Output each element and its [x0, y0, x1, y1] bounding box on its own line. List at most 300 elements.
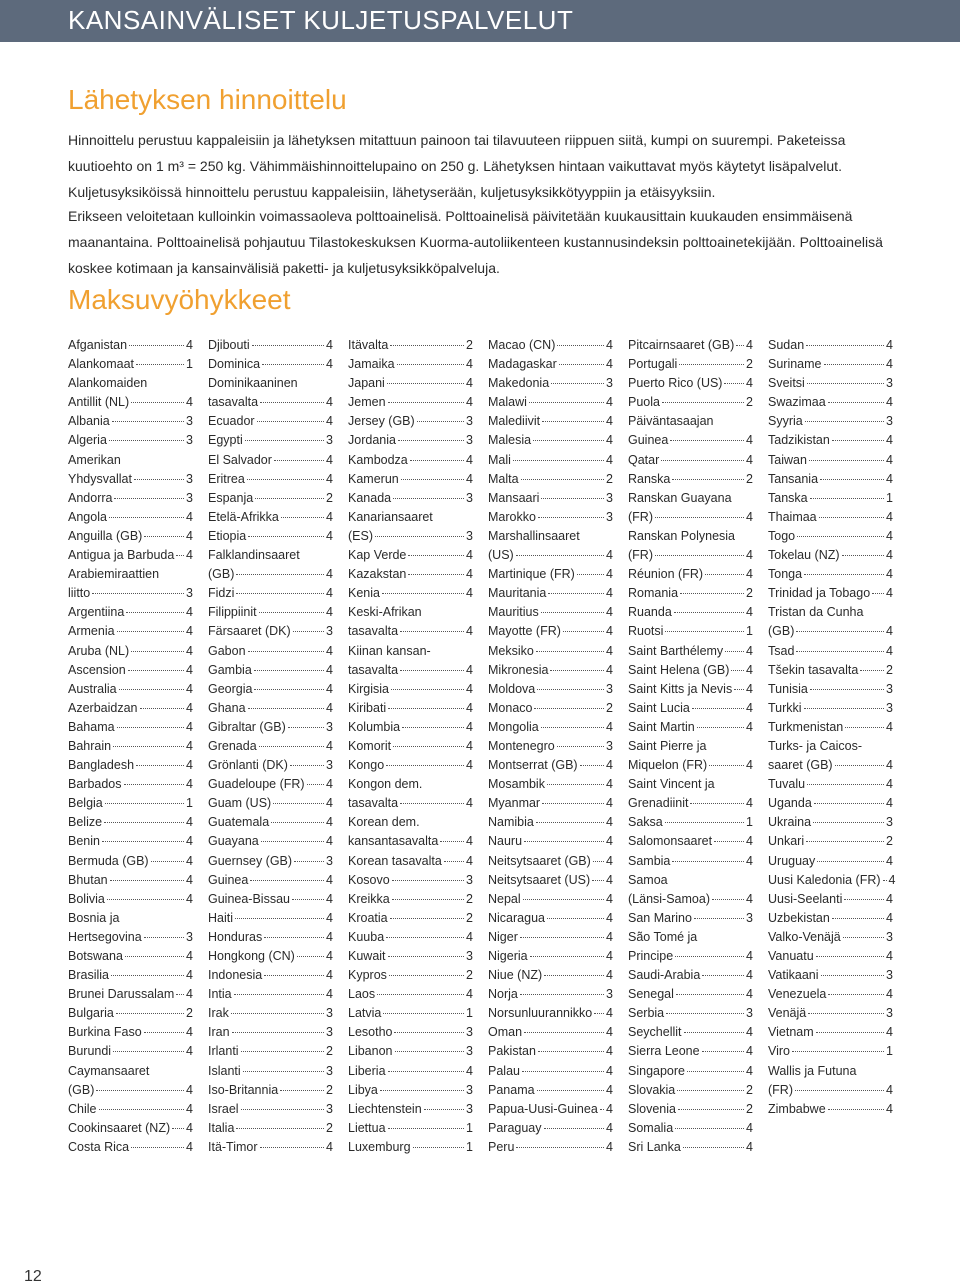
zone-number: 4 — [886, 719, 893, 734]
zone-number: 4 — [746, 1044, 753, 1059]
zone-number: 4 — [186, 395, 193, 410]
dot-leader — [113, 1051, 184, 1052]
zone-number: 4 — [606, 777, 613, 792]
country-name: Israel — [208, 1101, 239, 1116]
list-item — [68, 1100, 193, 1119]
dot-leader — [131, 651, 184, 652]
list-item — [68, 412, 193, 431]
dot-leader — [294, 861, 324, 862]
zone-number: 3 — [186, 433, 193, 448]
country-name: Bolivia — [68, 891, 105, 906]
country-name: Marshallinsaaret — [488, 528, 580, 543]
country-name: Bhutan — [68, 872, 108, 887]
zone-number: 4 — [746, 1139, 753, 1154]
list-item — [68, 661, 193, 680]
zone-number: 4 — [746, 1025, 753, 1040]
dot-leader — [792, 1051, 884, 1052]
dot-leader — [593, 861, 604, 862]
list-item — [488, 737, 613, 756]
zone-number: 4 — [606, 1082, 613, 1097]
country-name: Kap Verde — [348, 548, 407, 563]
zone-number: 4 — [886, 1101, 893, 1116]
list-item — [628, 985, 753, 1004]
zone-number: 3 — [466, 490, 473, 505]
country-name: Liberia — [348, 1063, 386, 1078]
zone-column — [628, 336, 753, 1157]
zone-number: 4 — [466, 758, 473, 773]
list-item — [68, 527, 193, 546]
dot-leader — [105, 803, 184, 804]
country-name: (FR) — [768, 1082, 793, 1097]
country-name: Somalia — [628, 1120, 674, 1135]
dot-leader — [117, 727, 184, 728]
zone-number: 4 — [326, 700, 333, 715]
dot-leader — [398, 440, 464, 441]
dot-leader — [843, 937, 884, 938]
dot-leader — [116, 1013, 184, 1014]
list-item — [768, 1004, 893, 1023]
zone-number: 4 — [466, 624, 473, 639]
list-item — [628, 737, 753, 756]
country-name: Kambodza — [348, 452, 408, 467]
country-name: saaret (GB) — [768, 758, 833, 773]
dot-leader — [677, 1090, 744, 1091]
list-item — [768, 603, 893, 622]
zone-number: 4 — [886, 586, 893, 601]
list-item — [768, 680, 893, 699]
country-name: Latvia — [348, 1006, 382, 1021]
list-item — [488, 374, 613, 393]
country-name: Guinea — [628, 433, 669, 448]
dot-leader — [444, 861, 464, 862]
pricing-heading: Lähetyksen hinnoittelu — [68, 84, 347, 115]
country-name: Vanuatu — [768, 949, 814, 963]
zone-number: 4 — [606, 1101, 613, 1116]
dot-leader — [844, 899, 884, 900]
list-item — [208, 794, 333, 813]
list-item — [348, 508, 473, 527]
zone-number: 4 — [886, 987, 893, 1002]
zone-number: 3 — [326, 719, 333, 734]
dot-leader — [542, 421, 604, 422]
dot-leader — [665, 822, 744, 823]
zone-number: 4 — [606, 929, 613, 944]
country-name: Uusi Kaledonia (FR) — [768, 872, 881, 887]
country-name: Togo — [768, 528, 796, 543]
list-item — [348, 1081, 473, 1100]
dot-leader — [129, 345, 184, 346]
list-item — [488, 985, 613, 1004]
list-item — [68, 756, 193, 775]
list-item — [348, 470, 473, 489]
zone-number: 3 — [326, 853, 333, 868]
country-name: Jordania — [348, 433, 396, 448]
list-item — [768, 374, 893, 393]
list-item — [208, 966, 333, 985]
list-item — [348, 1138, 473, 1157]
zone-number: 3 — [466, 433, 473, 448]
country-name: Färsaaret (DK) — [208, 624, 291, 639]
zone-number: 4 — [746, 968, 753, 983]
list-item — [68, 718, 193, 737]
list-item — [768, 661, 893, 680]
list-item — [488, 1023, 613, 1042]
country-name: Liechtenstein — [348, 1101, 422, 1116]
list-item — [208, 909, 333, 928]
dot-leader — [690, 803, 744, 804]
zone-number: 3 — [326, 1025, 333, 1040]
list-item — [68, 1004, 193, 1023]
list-item — [628, 909, 753, 928]
country-name: Angola — [68, 509, 107, 524]
country-name: Eritrea — [208, 471, 245, 486]
zone-number: 3 — [466, 1044, 473, 1059]
list-item — [348, 489, 473, 508]
country-name: Brasilia — [68, 968, 109, 983]
zone-number: 4 — [886, 777, 893, 792]
list-item — [488, 508, 613, 527]
list-item — [208, 928, 333, 947]
list-item — [488, 527, 613, 546]
list-item — [628, 374, 753, 393]
dot-leader — [388, 956, 465, 957]
dot-leader — [872, 593, 884, 594]
dot-leader — [557, 345, 604, 346]
dot-leader — [254, 689, 324, 690]
list-item — [488, 546, 613, 565]
zone-number: 3 — [746, 1006, 753, 1021]
zone-number: 2 — [606, 471, 613, 486]
zone-number: 4 — [186, 758, 193, 773]
list-item — [768, 451, 893, 470]
list-item — [208, 661, 333, 680]
zone-number: 2 — [326, 1082, 333, 1097]
list-item — [488, 794, 613, 813]
country-name: Kanariansaaret — [348, 509, 433, 524]
country-name: Mosambik — [488, 777, 545, 792]
country-name: Itävalta — [348, 338, 389, 352]
country-name: Venezuela — [768, 987, 827, 1002]
dot-leader — [260, 1147, 325, 1148]
dot-leader — [541, 612, 604, 613]
country-name: Georgia — [208, 681, 253, 696]
country-name: Armenia — [68, 624, 115, 639]
zone-number: 3 — [466, 1025, 473, 1040]
dot-leader — [395, 1051, 465, 1052]
list-item — [348, 699, 473, 718]
country-name: Antillit (NL) — [68, 395, 130, 410]
country-name: Suriname — [768, 357, 822, 372]
country-name: Uruguay — [768, 853, 816, 868]
list-item — [628, 451, 753, 470]
dot-leader — [297, 956, 324, 957]
country-name: Islanti — [208, 1063, 241, 1078]
country-name: (FR) — [628, 509, 653, 524]
list-item — [68, 431, 193, 450]
dot-leader — [845, 727, 884, 728]
list-item — [348, 412, 473, 431]
country-name: Puerto Rico (US) — [628, 376, 723, 391]
country-name: Turkki — [768, 700, 802, 715]
country-name: Mali — [488, 452, 511, 467]
dot-leader — [806, 345, 884, 346]
list-item — [208, 451, 333, 470]
country-name: tasavalta — [348, 662, 399, 677]
zone-number: 4 — [326, 815, 333, 830]
country-name: Tunisia — [768, 681, 808, 696]
zone-number: 3 — [466, 414, 473, 429]
zone-number: 3 — [326, 1063, 333, 1078]
country-name: Malesia — [488, 433, 532, 448]
dot-leader — [724, 383, 744, 384]
list-item — [488, 1081, 613, 1100]
list-item — [68, 451, 193, 470]
list-item — [68, 813, 193, 832]
zone-number: 4 — [326, 949, 333, 963]
list-item — [488, 909, 613, 928]
zone-number: 4 — [326, 796, 333, 811]
country-name: Intia — [208, 987, 232, 1002]
country-name: Tonga — [768, 567, 803, 582]
country-name: Makedonia — [488, 376, 550, 391]
zone-number: 2 — [466, 891, 473, 906]
list-item — [768, 775, 893, 794]
zone-number: 4 — [326, 910, 333, 925]
zone-number: 4 — [186, 528, 193, 543]
country-name: Jersey (GB) — [348, 414, 415, 429]
list-item — [208, 699, 333, 718]
zone-number: 4 — [746, 987, 753, 1002]
list-item — [628, 1100, 753, 1119]
dot-leader — [380, 1090, 464, 1091]
dot-leader — [144, 536, 184, 537]
list-item — [208, 336, 333, 355]
list-item — [488, 451, 613, 470]
country-name: Oman — [488, 1025, 523, 1040]
country-name: Swazimaa — [768, 395, 826, 410]
zone-number: 4 — [186, 1139, 193, 1154]
dot-leader — [563, 631, 604, 632]
zone-number: 4 — [746, 548, 753, 563]
dot-leader — [241, 1109, 324, 1110]
list-item — [348, 890, 473, 909]
dot-leader — [600, 1109, 604, 1110]
zone-number: 2 — [466, 910, 473, 925]
dot-leader — [382, 593, 464, 594]
dot-leader — [255, 498, 324, 499]
country-name: Saint Lucia — [628, 700, 690, 715]
zone-number: 4 — [326, 509, 333, 524]
country-name: Jemen — [348, 395, 386, 410]
list-item — [488, 603, 613, 622]
dot-leader — [144, 1032, 184, 1033]
dot-leader — [293, 631, 324, 632]
dot-leader — [820, 479, 884, 480]
zone-number: 4 — [746, 662, 753, 677]
country-name: Kongo — [348, 758, 385, 773]
list-item — [488, 489, 613, 508]
list-item — [488, 680, 613, 699]
dot-leader — [807, 784, 884, 785]
zone-number: 4 — [606, 357, 613, 372]
dot-leader — [307, 784, 324, 785]
pricing-paragraph-2: Erikseen veloitetaan kulloinkin voimassaoleva polttoainelisä. Polttoainelisä päivitetään kuukausittain kuukauden ensimmäisenä maanantaina. Polttoainelisä pohjautuu Tilastokeskuksen Kuorma-autoliikenteen kustannusindeksin polttoainetekijään. Polttoainelisä koskee kotimaan ja kansainvälisiä paketti- ja kuljetusyksikköpalveluja. — [68, 208, 883, 276]
list-item — [628, 794, 753, 813]
list-item — [348, 832, 473, 851]
country-name: Guayana — [208, 834, 259, 849]
dot-leader — [551, 383, 604, 384]
country-name: Guinea — [208, 872, 249, 887]
country-name: Syyria — [768, 414, 803, 429]
zone-number: 4 — [466, 586, 473, 601]
dot-leader — [386, 937, 464, 938]
zone-number: 3 — [886, 1006, 893, 1021]
dot-leader — [537, 689, 604, 690]
country-name: tasavalta — [348, 624, 399, 639]
dot-leader — [821, 975, 885, 976]
country-name: Grenadiinit — [628, 796, 689, 811]
country-name: Uganda — [768, 796, 812, 811]
list-item — [488, 718, 613, 737]
country-name: Samoa — [628, 872, 668, 887]
country-name: Saudi-Arabia — [628, 968, 701, 983]
list-item — [348, 985, 473, 1004]
zone-number: 4 — [606, 662, 613, 677]
dot-leader — [281, 517, 324, 518]
dot-leader — [828, 1109, 884, 1110]
country-name: Taiwan — [768, 452, 807, 467]
country-name: liitto — [68, 586, 91, 601]
dot-leader — [402, 727, 464, 728]
country-name: Thaimaa — [768, 509, 817, 524]
country-name: Trinidad ja Tobago — [768, 586, 871, 601]
zone-number: 1 — [886, 1044, 893, 1059]
zone-number: 3 — [186, 490, 193, 505]
list-item — [768, 832, 893, 851]
zone-number: 4 — [186, 548, 193, 563]
zone-column — [768, 336, 896, 1119]
list-item — [348, 374, 473, 393]
list-item — [768, 852, 893, 871]
zone-number: 4 — [466, 796, 473, 811]
zone-number: 4 — [186, 987, 193, 1002]
zone-number: 4 — [466, 929, 473, 944]
list-item — [348, 1100, 473, 1119]
country-name: Sudan — [768, 338, 805, 352]
zone-number: 4 — [466, 662, 473, 677]
list-item — [208, 565, 333, 584]
zone-number: 4 — [886, 624, 893, 639]
list-item — [768, 985, 893, 1004]
country-name: Bermuda (GB) — [68, 853, 149, 868]
dot-leader — [814, 803, 884, 804]
list-item — [348, 642, 473, 661]
list-item — [628, 699, 753, 718]
zone-number: 4 — [746, 796, 753, 811]
dot-leader — [538, 1051, 604, 1052]
dot-leader — [655, 517, 744, 518]
zone-number: 4 — [466, 1063, 473, 1078]
country-name: Benin — [68, 834, 100, 849]
dot-leader — [117, 631, 185, 632]
list-item — [628, 622, 753, 641]
country-name: Grenada — [208, 738, 257, 753]
country-name: Tadzikistan — [768, 433, 830, 448]
dot-leader — [392, 880, 464, 881]
dot-leader — [577, 574, 604, 575]
list-item — [628, 1042, 753, 1061]
list-item — [68, 1023, 193, 1042]
country-name: Kenia — [348, 586, 380, 601]
dot-leader — [440, 841, 464, 842]
zone-number: 4 — [746, 643, 753, 658]
list-item — [768, 890, 893, 909]
country-name: Haiti — [208, 910, 234, 925]
list-item — [488, 1004, 613, 1023]
zone-number: 2 — [326, 1044, 333, 1059]
country-name: Kirgisia — [348, 681, 389, 696]
dot-leader — [547, 784, 604, 785]
country-name: Pitcairnsaaret (GB) — [628, 338, 735, 352]
list-item — [768, 1042, 893, 1061]
list-item — [68, 546, 193, 565]
dot-leader — [377, 994, 464, 995]
list-item — [488, 1138, 613, 1157]
list-item — [628, 756, 753, 775]
zone-number: 4 — [886, 528, 893, 543]
dot-leader — [245, 440, 324, 441]
dot-leader — [107, 899, 184, 900]
country-name: Grönlanti (DK) — [208, 758, 288, 773]
list-item — [208, 603, 333, 622]
zone-number: 4 — [326, 452, 333, 467]
list-item — [488, 431, 613, 450]
dot-leader — [131, 402, 184, 403]
zone-number: 4 — [326, 395, 333, 410]
country-name: Sierra Leone — [628, 1044, 700, 1059]
list-item — [488, 470, 613, 489]
list-item — [348, 718, 473, 737]
country-name: Papua-Uusi-Guinea — [488, 1101, 598, 1116]
country-name: Bahama — [68, 719, 115, 734]
zone-number: 3 — [186, 929, 193, 944]
list-item — [68, 890, 193, 909]
list-item — [768, 813, 893, 832]
country-name: Tansania — [768, 471, 819, 486]
dot-leader — [111, 975, 184, 976]
country-name: Filippiinit — [208, 605, 257, 620]
country-name: Qatar — [628, 452, 660, 467]
list-item — [68, 622, 193, 641]
list-item — [628, 661, 753, 680]
country-name: Anguilla (GB) — [68, 528, 143, 543]
dot-leader — [672, 861, 744, 862]
list-item — [488, 813, 613, 832]
list-item — [348, 584, 473, 603]
zone-number: 1 — [746, 624, 753, 639]
zone-number: 4 — [606, 968, 613, 983]
dot-leader — [559, 364, 604, 365]
zone-number: 4 — [326, 528, 333, 543]
dot-leader — [813, 822, 884, 823]
dot-leader — [544, 975, 604, 976]
zone-number: 4 — [326, 777, 333, 792]
country-name: Barbados — [68, 777, 122, 792]
country-name: Kolumbia — [348, 719, 401, 734]
dot-leader — [683, 1147, 744, 1148]
zone-number: 4 — [886, 567, 893, 582]
zone-number: 2 — [746, 1082, 753, 1097]
